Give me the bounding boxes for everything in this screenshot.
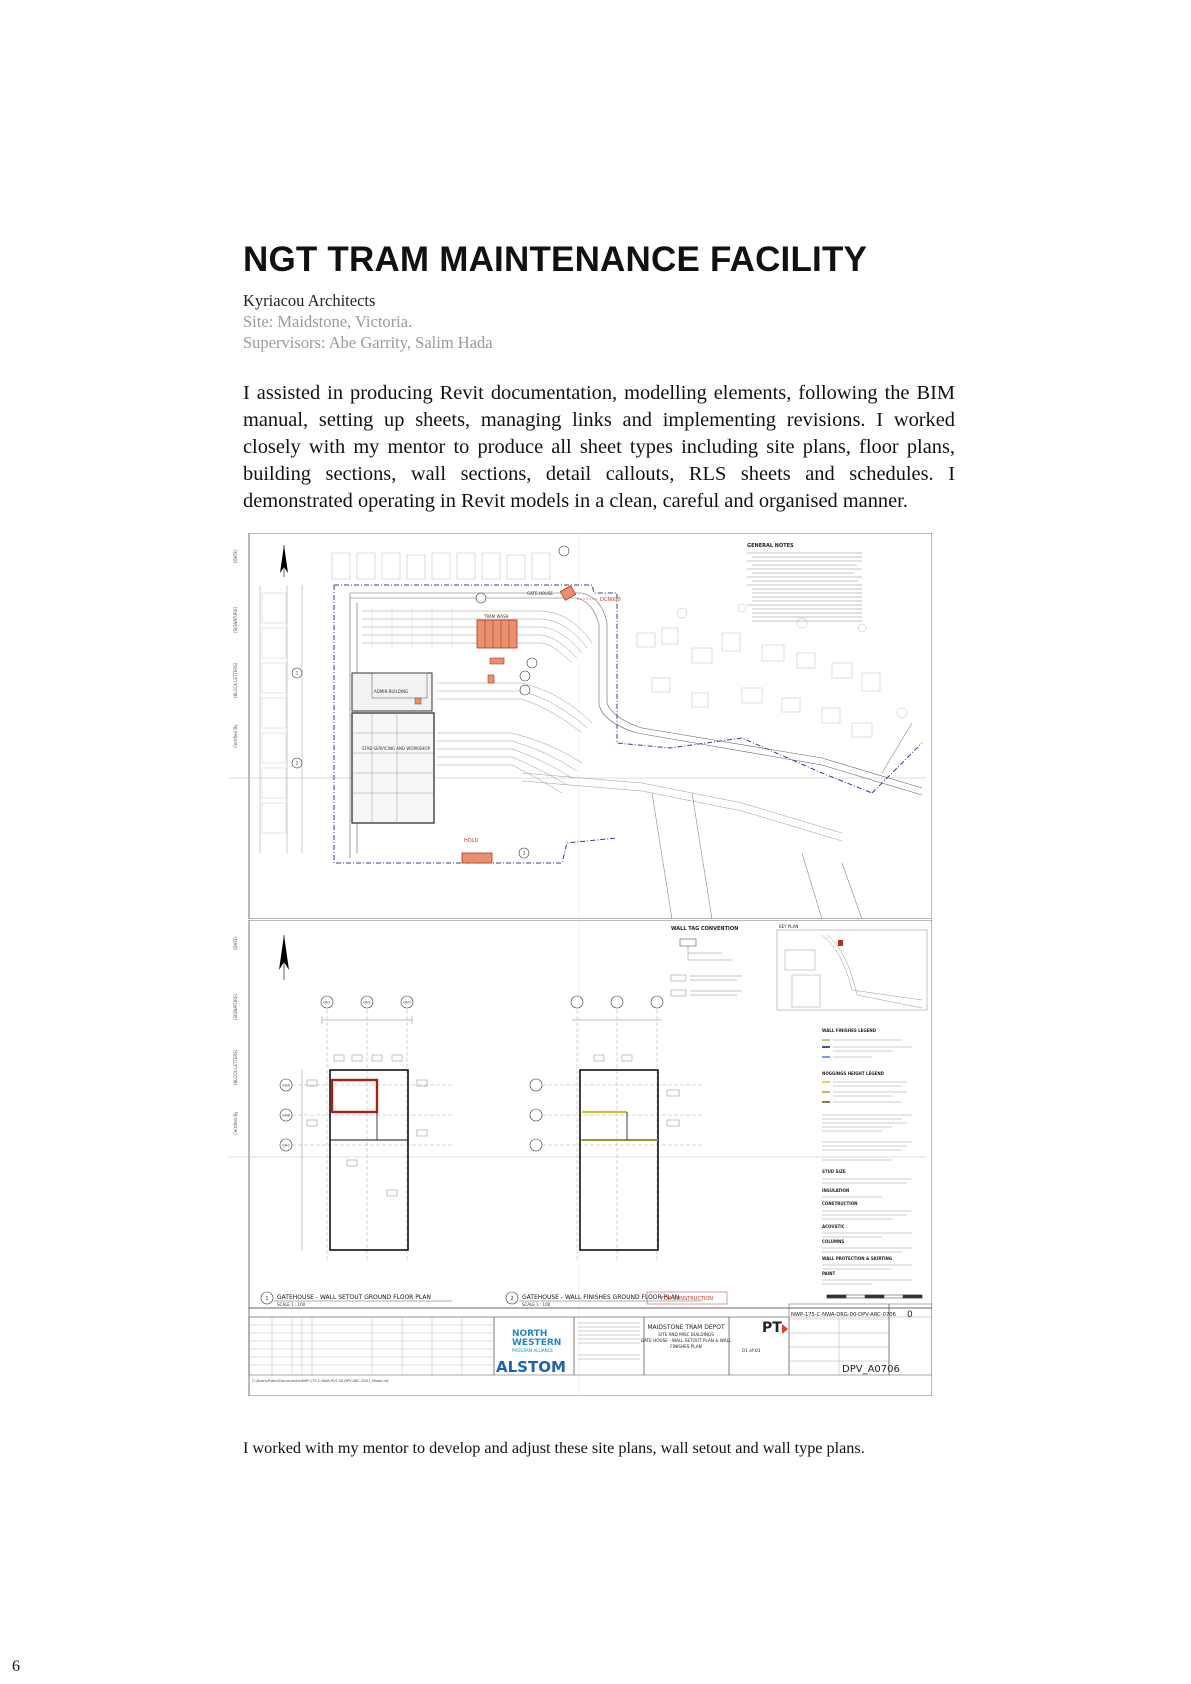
finishes-legend-title: WALL FINISHES LEGEND	[822, 1028, 877, 1033]
plan-1-number: 1	[265, 1296, 269, 1302]
logo-north-western-2: WESTERN	[512, 1338, 562, 1348]
grid-gh2: GH2	[363, 1000, 371, 1005]
svg-text:(SIGNATURE): (SIGNATURE)	[233, 993, 238, 1020]
site-plan-drawing	[222, 533, 932, 919]
title-block	[249, 1292, 932, 1383]
tb-for-construction: FOR CONSTRUCTION	[660, 1296, 714, 1302]
stud-size-label: STUD SIZE	[822, 1169, 846, 1174]
svg-text:(DATE): (DATE)	[233, 936, 238, 950]
grid-gha: GHA	[282, 1083, 290, 1088]
svg-text:(DATE): (DATE)	[233, 549, 238, 563]
floor-plan-sheet	[222, 920, 932, 1396]
tram-wash-label: TRAM WASH	[484, 614, 509, 619]
plan-1-title: GATEHOUSE - WALL SETOUT GROUND FLOOR PLAN	[277, 1294, 431, 1301]
site-location: Site: Maidstone, Victoria.	[243, 312, 413, 331]
svg-text:(SIGNATURE): (SIGNATURE)	[233, 606, 238, 633]
construction-label: CONSTRUCTION	[822, 1201, 858, 1206]
grid-gh3: GH3	[403, 1000, 411, 1005]
svg-text:Certified By: Certified By	[233, 724, 238, 748]
tb-subtitle-1: SITE AND MISC BUILDINGS	[658, 1332, 714, 1337]
supervisors: Supervisors: Abe Garrity, Salim Hada	[243, 333, 493, 352]
logo-alstom: ALSTOM	[496, 1358, 566, 1376]
grid-ghb: GHB	[282, 1113, 290, 1118]
admin-label: ADMIN BUILDING	[374, 689, 409, 694]
columns-label: COLUMNS	[822, 1239, 845, 1244]
svg-text:(BLOCK LETTERS): (BLOCK LETTERS)	[233, 1049, 238, 1085]
plan-2-gatehouse-wall-finishes	[530, 996, 702, 1260]
plan-2-title: GATEHOUSE - WALL FINISHES GROUND FLOOR PLAN	[522, 1294, 680, 1301]
noggings-legend-title: NOGGINGS HEIGHT LEGEND	[822, 1071, 884, 1076]
grid-gh1: GH1	[323, 1000, 331, 1005]
plan-2-scale: SCALE 1 : 100	[522, 1302, 551, 1307]
intro-paragraph: I assisted in producing Revit documentation, modelling elements, following the BIM manual, setting up sheets, managing links and implementing revisions. I worked closely with my mentor to produce all sheet types including site plans, floor plans, building sections, wall sections, detail callouts, RLS sheets and schedules. I demonstrated operating in Revit models in a clean, careful and organised manner.	[243, 382, 955, 512]
general-notes-title: GENERAL NOTES	[747, 543, 794, 549]
firm-name: Kyriacou Architects	[243, 291, 376, 310]
workshop-label: STAB SERVICING AND WORKSHOP	[362, 746, 430, 751]
key-plan-label: KEY PLAN	[779, 924, 799, 929]
grid-ghc: GHC	[282, 1143, 290, 1148]
tb-sheet-code: DPV_A0706	[842, 1364, 900, 1375]
figure-caption: I worked with my mentor to develop and adjust these site plans, wall setout and wall type plans.	[243, 1439, 865, 1457]
floor-plan-svg	[222, 920, 932, 1396]
paint-label: PAINT	[822, 1271, 836, 1276]
wall-protection-label: WALL PROTECTION & SKIRTING	[822, 1256, 893, 1261]
red-callout-1: DCN000	[600, 597, 621, 603]
grid-bubble-1: 1	[295, 670, 299, 676]
insulation-label: INSULATION	[822, 1188, 850, 1193]
tb-drawing-number: NWP-175-C-NWA-DRG-00-DPV-ARC-0706	[791, 1312, 896, 1318]
svg-text:Certified By: Certified By	[233, 1111, 238, 1135]
logo-pt: PT	[762, 1320, 782, 1336]
tb-project-name: MAIDSTONE TRAM DEPOT	[647, 1324, 725, 1331]
project-meta	[243, 290, 493, 353]
pt-arrow-icon	[782, 1324, 788, 1334]
acoustic-label: ACOUSTIC	[822, 1224, 845, 1229]
logo-north-western-3: PROGRAM ALLIANCE	[512, 1348, 553, 1353]
red-callout-2: HOLD	[464, 838, 479, 844]
plan-1-gatehouse-wall-setout	[280, 996, 452, 1260]
plan-2-number: 2	[510, 1296, 514, 1302]
plan-1-scale: SCALE 1 : 100	[277, 1302, 306, 1307]
tb-revision: 0	[907, 1310, 913, 1320]
north-arrow-icon	[279, 935, 289, 980]
site-plan-svg	[222, 533, 932, 919]
tb-subtitle-2: GATE HOUSE - WALL SETOUT PLAN & WALL	[640, 1338, 732, 1343]
grid-bubble-3: 3	[522, 850, 526, 856]
svg-text:(BLOCK LETTERS): (BLOCK LETTERS)	[233, 662, 238, 698]
tb-sheet: 01 of 01	[742, 1349, 761, 1354]
wall-tag-title: WALL TAG CONVENTION	[671, 926, 739, 932]
page-number: 6	[12, 1658, 20, 1675]
gatehouse-label: GATE HOUSE	[527, 591, 553, 596]
project-title: NGT TRAM MAINTENANCE FACILITY	[243, 240, 868, 279]
tb-file-path: C:\Users\Public\Documents\NWP-175-C-NWA-RVT-00-DPV-ARC-3D01_Model.rvt	[252, 1379, 389, 1383]
north-arrow-icon	[280, 545, 288, 577]
logo-north-western-1: NORTH	[512, 1329, 548, 1339]
grid-bubble-2: 2	[295, 760, 299, 766]
tb-subtitle-3: FINISHES PLAN	[670, 1344, 702, 1349]
